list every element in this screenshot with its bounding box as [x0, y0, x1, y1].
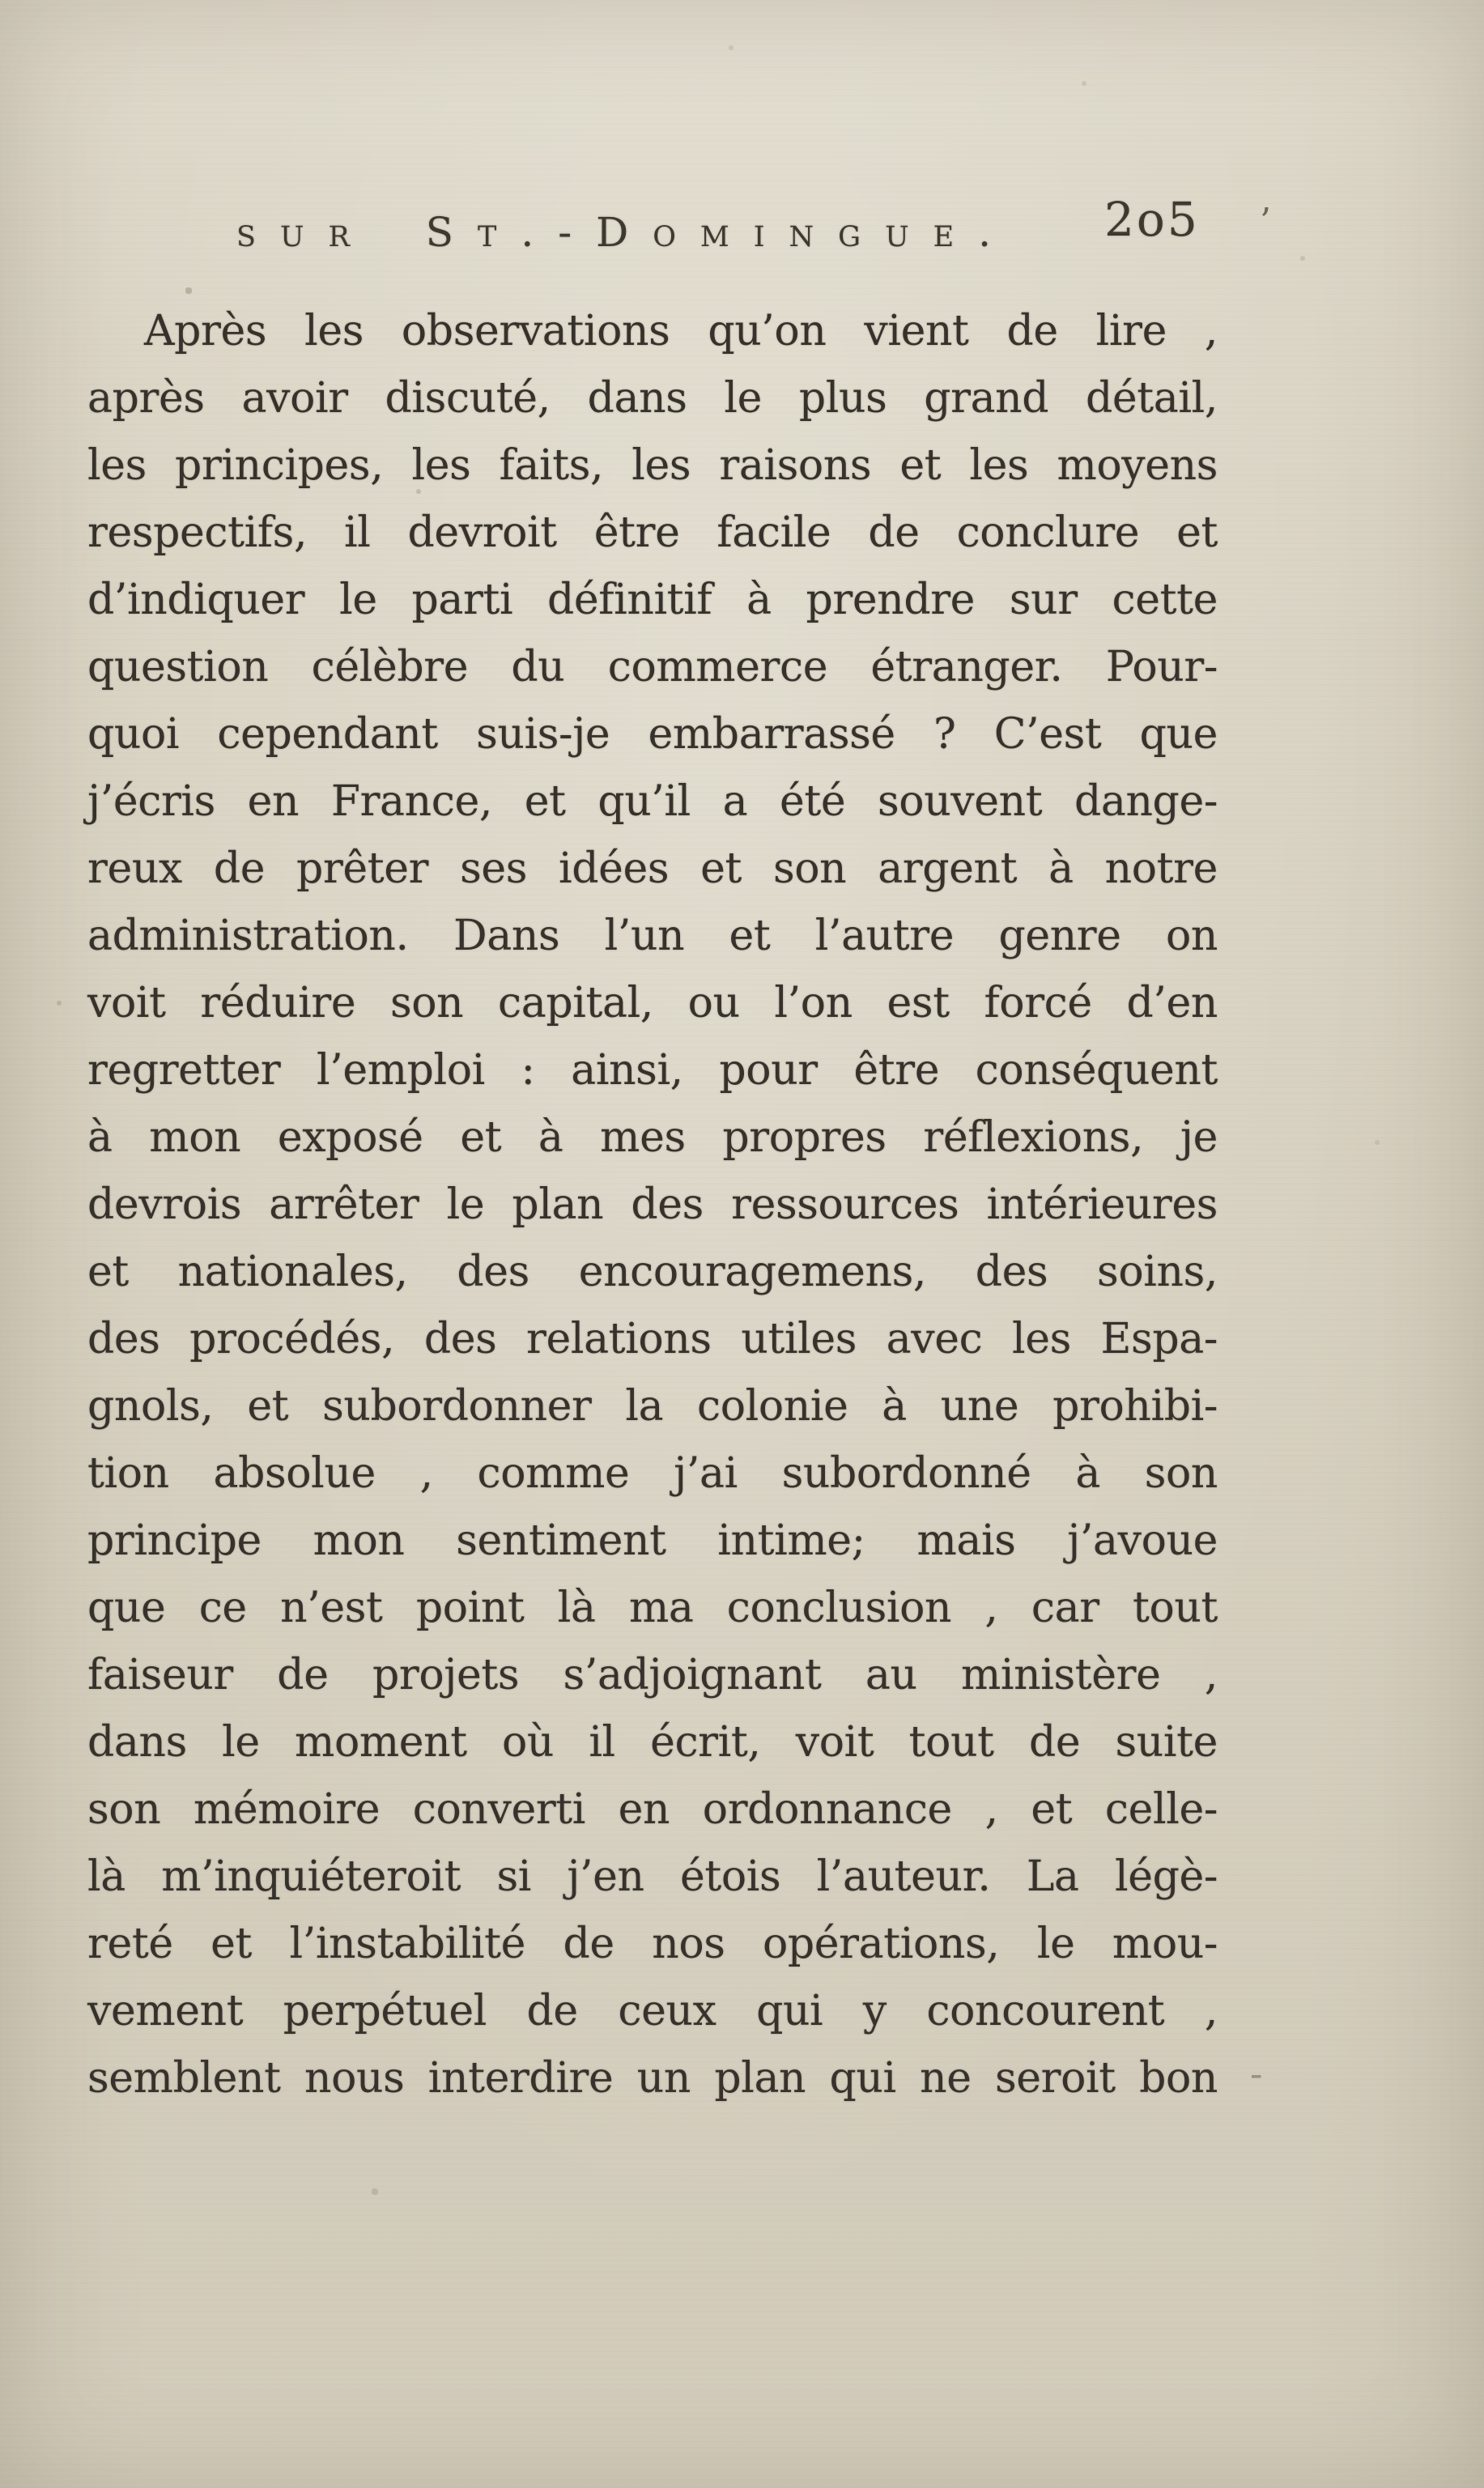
text-line: les principes, les faits, les raisons et les moyens	[87, 441, 1218, 490]
body-text	[87, 298, 1218, 2112]
text-line: vement perpétuel de ceux qui y concourent ,	[87, 1987, 1218, 2035]
text-line: semblent nous interdire un plan qui ne seroit bon	[87, 2054, 1218, 2103]
running-header-title: sur St.-Domingue.	[236, 209, 1016, 256]
text-line: tion absolue , comme j’ai subordonné à son	[87, 1449, 1218, 1498]
text-line: j’écris en France, et qu’il a été souvent dange-	[87, 777, 1218, 826]
text-line: Après les observations qu’on vient de lire ,	[144, 307, 1218, 355]
text-line: reté et l’instabilité de nos opérations, le mou-	[87, 1920, 1218, 1968]
text-line: son mémoire converti en ordonnance , et celle-	[87, 1785, 1218, 1834]
text-line: et nationales, des encouragemens, des soins,	[87, 1248, 1218, 1296]
text-line: après avoir discuté, dans le plus grand détail,	[87, 374, 1218, 423]
text-line: respectifs, il devroit être facile de conclure et	[87, 508, 1218, 557]
paper-specks	[0, 0, 2, 2]
text-line: quoi cependant suis-je embarrassé ? C’est que	[87, 710, 1218, 759]
text-line: question célèbre du commerce étranger. Pour-	[87, 643, 1218, 691]
text-line: dans le moment où il écrit, voit tout de suite	[87, 1718, 1218, 1767]
stray-ink-mark-bottom: -	[1250, 2052, 1263, 2095]
text-line: faiseur de projets s’adjoignant au ministère ,	[87, 1651, 1218, 1699]
stray-ink-mark-top: ’	[1260, 201, 1271, 242]
text-line: voit réduire son capital, ou l’on est forcé d’en	[87, 979, 1218, 1027]
text-line: administration. Dans l’un et l’autre genre on	[87, 912, 1218, 960]
text-line: des procédés, des relations utiles avec les Espa-	[87, 1315, 1218, 1363]
text-line: regretter l’emploi : ainsi, pour être conséquent	[87, 1046, 1218, 1095]
text-line: devrois arrêter le plan des ressources intérieures	[87, 1180, 1218, 1229]
text-line: principe mon sentiment intime; mais j’avoue	[87, 1516, 1218, 1565]
text-line: gnols, et subordonner la colonie à une prohibi-	[87, 1382, 1218, 1431]
text-line: à mon exposé et à mes propres réflexions, je	[87, 1113, 1218, 1162]
text-line: que ce n’est point là ma conclusion , car tout	[87, 1584, 1218, 1632]
text-line: d’indiquer le parti définitif à prendre sur cette	[87, 576, 1218, 624]
text-line: reux de prêter ses idées et son argent à notre	[87, 844, 1218, 893]
text-line: là m’inquiéteroit si j’en étois l’auteur. La légè-	[87, 1852, 1218, 1901]
page-number: 2o5	[1104, 192, 1200, 247]
